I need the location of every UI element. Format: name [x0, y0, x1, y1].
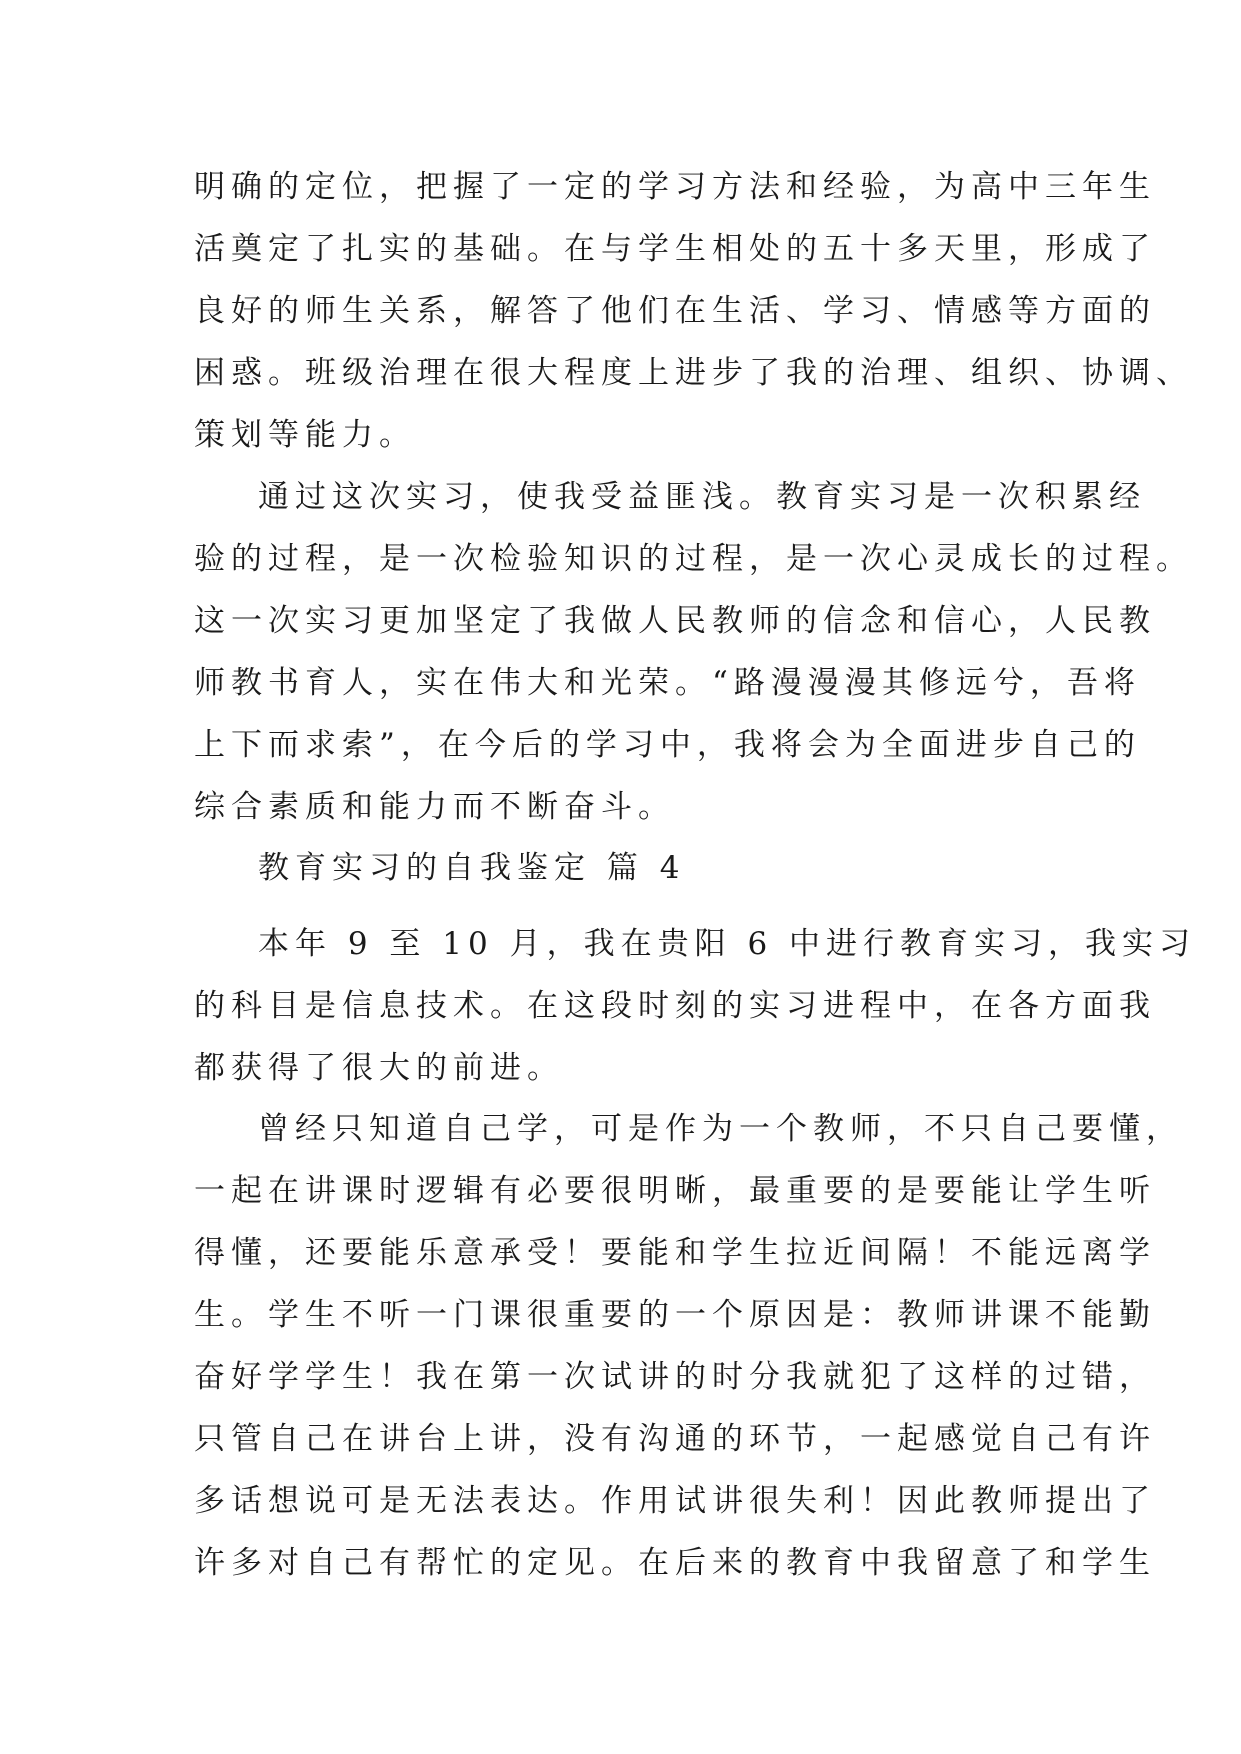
section-heading-text: 教育实习的自我鉴定 篇 4	[258, 850, 686, 886]
paragraph-line: 明确的定位，把握了一定的学习方法和经验，为高中三年生	[194, 169, 1156, 205]
paragraph-line: 通过这次实习，使我受益匪浅。教育实习是一次积累经	[258, 479, 1146, 515]
paragraph-line: 生。学生不听一门课很重要的一个原因是：教师讲课不能勤	[194, 1297, 1156, 1333]
paragraph-line: 综合素质和能力而不断奋斗。	[194, 789, 675, 825]
paragraph-line: 活奠定了扎实的基础。在与学生相处的五十多天里，形成了	[194, 231, 1156, 267]
paragraph-line: 都获得了很大的前进。	[194, 1050, 564, 1086]
paragraph-line: 良好的师生关系，解答了他们在生活、学习、情感等方面的	[194, 293, 1156, 329]
paragraph-line: 这一次实习更加坚定了我做人民教师的信念和信心，人民教	[194, 603, 1156, 639]
paragraph-line: 的科目是信息技术。在这段时刻的实习进程中，在各方面我	[194, 988, 1156, 1024]
paragraph-1	[194, 156, 1193, 466]
paragraph-line: 困惑。班级治理在很大程度上进步了我的治理、组织、协调、	[194, 355, 1193, 391]
section-heading	[194, 837, 1054, 899]
paragraph-line: 验的过程，是一次检验知识的过程，是一次心灵成长的过程。	[194, 541, 1193, 577]
paragraph-line: 师教书育人，实在伟大和光荣。“路漫漫漫其修远兮，吾将	[194, 665, 1141, 701]
paragraph-line: 曾经只知道自己学，可是作为一个教师，不只自己要懂，	[258, 1111, 1183, 1147]
paragraph-3	[194, 913, 1197, 1099]
paragraph-line: 得懂，还要能乐意承受！要能和学生拉近间隔！不能远离学	[194, 1235, 1156, 1271]
paragraph-line: 多话想说可是无法表达。作用试讲很失利！因此教师提出了	[194, 1483, 1156, 1519]
paragraph-line: 一起在讲课时逻辑有必要很明晰，最重要的是要能让学生听	[194, 1173, 1156, 1209]
paragraph-line: 许多对自己有帮忙的定见。在后来的教育中我留意了和学生	[194, 1545, 1156, 1581]
paragraph-line: 策划等能力。	[194, 417, 416, 453]
paragraph-4	[194, 1098, 1183, 1594]
paragraph-line: 奋好学学生！我在第一次试讲的时分我就犯了这样的过错，	[194, 1359, 1156, 1395]
paragraph-2	[194, 466, 1193, 838]
paragraph-line: 上下而求索”，在今后的学习中，我将会为全面进步自己的	[194, 727, 1141, 763]
paragraph-line: 本年 9 至 10 月，我在贵阳 6 中进行教育实习，我实习	[258, 926, 1197, 962]
paragraph-line: 只管自己在讲台上讲，没有沟通的环节，一起感觉自己有许	[194, 1421, 1156, 1457]
